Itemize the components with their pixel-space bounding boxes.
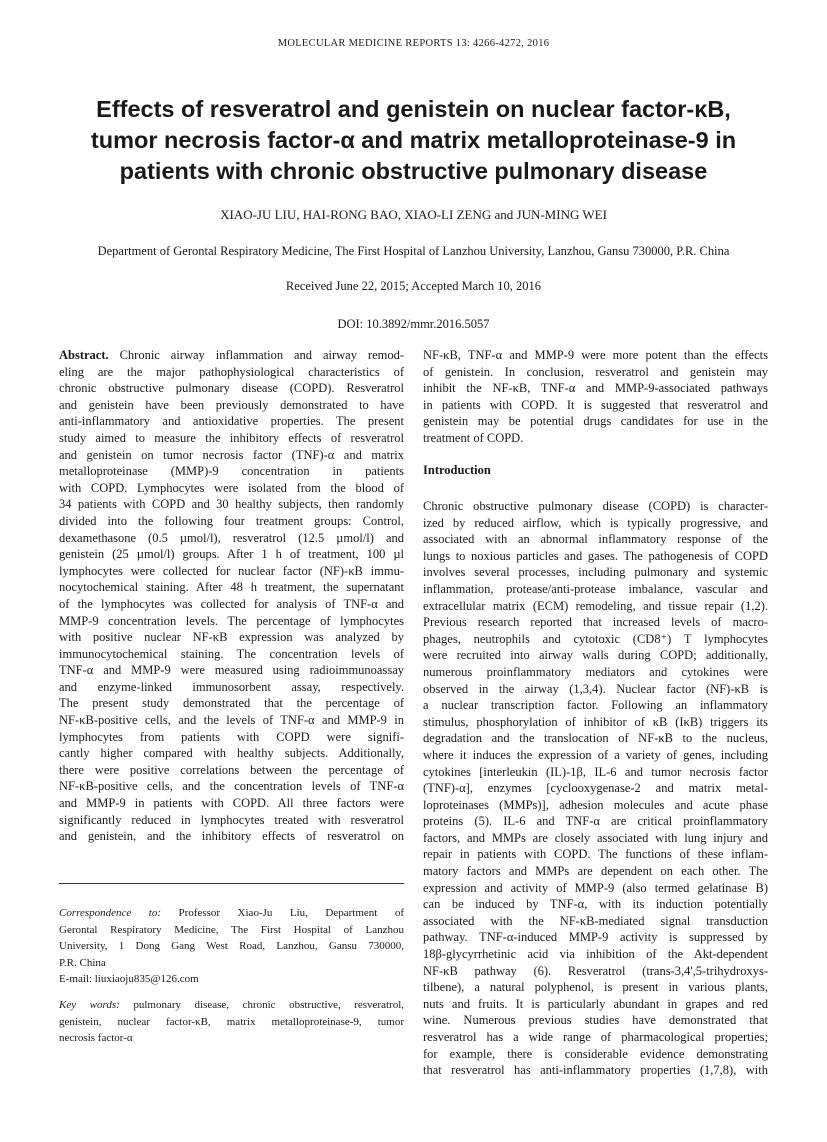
title-line: patients with chronic obstructive pulmonary disease	[119, 158, 708, 184]
introduction-line: inflammation, protease/anti-protease imbalance, vascular and	[423, 581, 768, 596]
introduction-line: 18β-glycyrrhetinic acid via inhibition of the Akt-dependent	[423, 947, 768, 962]
abstract-line: cantly higher compared with healthy subjects. Additionally,	[59, 746, 404, 761]
introduction-line: cytokines [interleukin (IL)-1β, IL-6 and tumor necrosis factor	[423, 764, 768, 779]
abstract-line: NF-κB, TNF-α and MMP-9 were more potent than the effects	[423, 348, 768, 362]
introduction-line: Chronic obstructive pulmonary disease (COPD) is character-	[423, 499, 768, 513]
abstract-line: treatment of COPD.	[423, 430, 524, 445]
correspondence-line: Gerontal Respiratory Medicine, The First Hospital of Lanzhou	[59, 923, 404, 936]
introduction-line: ized by reduced airflow, which is typically progressive, and	[423, 515, 768, 530]
abstract-line: genistein (25 µmol/l) groups. After 1 h of treatment, 100 µl	[59, 547, 404, 562]
introduction-line: wine. Numerous previous studies have demonstrated that	[423, 1013, 768, 1028]
introduction-line: pathway. TNF-α-induced MMP-9 activity is suppressed by	[423, 930, 768, 945]
abstract-line: MMP-9 concentration levels. The percentage of lymphocytes	[59, 613, 404, 628]
abstract-line: study aimed to measure the inhibitory effects of resveratrol	[59, 430, 404, 445]
abstract	[59, 347, 404, 845]
abstract-continued	[423, 347, 768, 447]
introduction-line: NF-κB pathway (6). Resveratrol (trans-3,4',5-trihydroxys-	[423, 963, 768, 978]
abstract-line: with COPD. Lymphocytes were isolated from the blood of	[59, 480, 404, 495]
introduction-text	[423, 498, 768, 1079]
introduction-line: (TNF)-α], enzymes [cyclooxygenase-2 and matrix metal-	[423, 781, 768, 796]
footnote-divider	[59, 883, 404, 884]
abstract-line: immunocytochemical staining. The concentration levels of	[59, 646, 404, 661]
introduction-line: numerous proinflammatory mediators and cytokines were	[423, 664, 768, 679]
correspondence-line: University, 1 Dong Gang West Road, Lanzhou, Gansu 730000,	[59, 940, 404, 953]
introduction-line: proteins (5). IL-6 and TNF-α are critical proinflammatory	[423, 814, 768, 829]
abstract-line: anti-inflammatory and antioxidative properties. The present	[59, 414, 404, 429]
abstract-line: dexamethasone (0.5 µmol/l), resveratrol (12.5 µmol/l) and	[59, 530, 404, 545]
abstract-line: metalloproteinase (MMP)-9 concentration in patients	[59, 464, 404, 479]
introduction-line: can be induced by TNF-α, with its induction potentially	[423, 897, 768, 912]
abstract-line: genistein may be potential drugs candidates for use in the	[423, 414, 768, 429]
correspondence-footnote	[59, 906, 404, 989]
abstract-line: of genistein. In conclusion, resveratrol and genistein may	[423, 364, 768, 379]
title-line: Effects of resveratrol and genistein on nuclear factor-κB,	[96, 96, 731, 122]
abstract-line: and genistein on tumor necrosis factor (TNF)-α and matrix	[59, 447, 404, 462]
introduction-line: repair in patients with COPD. The functions of these inflam-	[423, 847, 768, 862]
title-line: tumor necrosis factor-α and matrix metalloproteinase-9 in	[90, 127, 737, 153]
introduction-line: involves several processes, including pulmonary and systemic	[423, 565, 768, 580]
introduction-line: degradation and the translocation of NF-κB to the nucleus,	[423, 731, 768, 746]
introduction-line: loproteinases (MMPs)], adhesion molecules and acute phase	[423, 797, 768, 812]
introduction-line: resveratrol has a wide range of pharmacological properties;	[423, 1030, 768, 1044]
article-title	[60, 94, 767, 187]
abstract-line: TNF-α and MMP-9 were measured using radioimmunoassay	[59, 663, 404, 678]
abstract-line: divided into the following four treatment groups: Control,	[59, 513, 404, 528]
keywords-footnote	[59, 998, 404, 1048]
introduction-body	[423, 498, 768, 1079]
keywords-line: genistein, nuclear factor-κB, matrix metalloproteinase-9, tumor	[59, 1015, 404, 1028]
introduction-line: factors, and MMPs are closely associated with lung injury and	[423, 830, 768, 845]
introduction-line: stimulus, phosphorylation of inhibitor of κB (IκB) triggers its	[423, 714, 768, 729]
abstract-line: 34 patients with COPD and 30 healthy subjects, then randomly	[59, 497, 404, 512]
keywords-text: pulmonary disease, chronic obstructive, resveratrol,	[133, 999, 404, 1011]
abstract-line: lymphocytes were collected for nuclear factor (NF)-κB immu-	[59, 563, 404, 578]
affiliation: Department of Gerontal Respiratory Medicine, The First Hospital of Lanzhou University, Lanzhou, Gansu 730000, P.R. China	[97, 244, 730, 258]
introduction-line: for example, there is considerable evidence demonstrating	[423, 1046, 768, 1061]
introduction-line: nuts and fruits. It is particularly abundant in grapes and red	[423, 996, 768, 1011]
introduction-line: phages, neutrophils and cytotoxic (CD8⁺) T lymphocytes	[423, 631, 768, 646]
correspondence-email[interactable]: E-mail: liuxiaoju835@126.com	[59, 973, 199, 986]
doi: DOI: 10.3892/mmr.2016.5057	[337, 317, 490, 331]
correspondence-body	[59, 923, 404, 973]
abstract-line: significantly reduced in lymphocytes treated with resveratrol	[59, 812, 404, 827]
abstract-line: and genistein, and the inhibitory effects of resveratrol on	[59, 829, 404, 844]
keywords-line: necrosis factor-α	[59, 1032, 133, 1045]
abstract-line: and genistein have been previously demonstrated to have	[59, 397, 404, 412]
introduction-line: expression and activity of MMP-9 (also termed gelatinase B)	[423, 880, 768, 895]
introduction-line: extracellular matrix (ECM) remodeling, and tissue repair (1,2).	[423, 598, 768, 613]
abstract-line: eling are the major pathophysiological characteristics of	[59, 364, 404, 379]
abstract-line: The present study demonstrated that the percentage of	[59, 696, 404, 711]
keywords-body	[59, 1015, 404, 1048]
abstract-line: and MMP-9 in patients with COPD. All three factors were	[59, 796, 404, 811]
abstract-line: with positive nuclear NF-κB expression was analyzed by	[59, 630, 404, 645]
abstract-line: lymphocytes from patients with COPD were signifi-	[59, 729, 404, 744]
abstract-continued-body	[423, 347, 768, 447]
introduction-line: associated with an abnormal inflammatory response of the	[423, 532, 768, 547]
received-accepted-dates: Received June 22, 2015; Accepted March 10, 2016	[285, 279, 542, 293]
correspondence-first-line	[59, 906, 404, 923]
abstract-body	[59, 364, 404, 845]
introduction-line: associated with the NF-κB-mediated signal transduction	[423, 913, 768, 928]
introduction-line: observed in the airway (1,3,4). Nuclear factor (NF)-κB is	[423, 681, 768, 696]
correspondence-label: Correspondence to:	[59, 907, 162, 919]
abstract-text: Chronic airway inflammation and airway remod-	[119, 348, 404, 362]
correspondence-text: Professor Xiao-Ju Liu, Department of	[178, 907, 404, 919]
introduction-line: tilbene), a natural polyphenol, is present in various plants,	[423, 980, 768, 995]
introduction-line: that resveratrol has anti-inflammatory properties (1,7,8), with	[423, 1063, 768, 1078]
abstract-line: NF-κB-positive cells, and the concentration levels of TNF-α	[59, 779, 404, 794]
keywords-first-line	[59, 998, 404, 1015]
abstract-line: chronic obstructive pulmonary disease (COPD). Resveratrol	[59, 381, 404, 396]
introduction-line: lungs to noxious particles and gases. The pathogenesis of COPD	[423, 548, 768, 563]
abstract-line: of the lymphocytes was collected for analysis of TNF-α and	[59, 596, 404, 611]
abstract-line: NF-κB-positive cells, and the levels of TNF-α and MMP-9 in	[59, 713, 404, 728]
abstract-line: nocytochemical staining. After 48 h treatment, the supernatant	[59, 580, 404, 595]
introduction-line: were recruited into airway walls during COPD; additionally,	[423, 648, 768, 663]
abstract-label: Abstract.	[59, 348, 109, 362]
abstract-line: inhibit the NF-κB, TNF-α and MMP-9-associated pathways	[423, 381, 768, 396]
running-head: MOLECULAR MEDICINE REPORTS 13: 4266-4272, 2016	[277, 38, 550, 49]
abstract-line: there were positive correlations between the percentage of	[59, 762, 404, 777]
introduction-line: Previous research reported that increased levels of macro-	[423, 615, 768, 630]
abstract-line: in patients with COPD. It is suggested that resveratrol and	[423, 397, 768, 412]
abstract-line: and enzyme-linked immunosorbent assay, respectively.	[59, 679, 404, 694]
correspondence-line: P.R. China	[59, 956, 106, 969]
introduction-line: matory factors and MMPs are dependent on each other. The	[423, 864, 768, 879]
author-list: XIAO-JU LIU, HAI-RONG BAO, XIAO-LI ZENG and JUN-MING WEI	[220, 207, 607, 222]
abstract-first-line	[59, 347, 404, 364]
section-heading-introduction: Introduction	[423, 463, 491, 477]
introduction-line: a nuclear transcription factor. Following an inflammatory	[423, 698, 768, 713]
keywords-label: Key words:	[59, 999, 120, 1011]
introduction-line: where it induces the expression of a variety of genes, including	[423, 747, 768, 762]
